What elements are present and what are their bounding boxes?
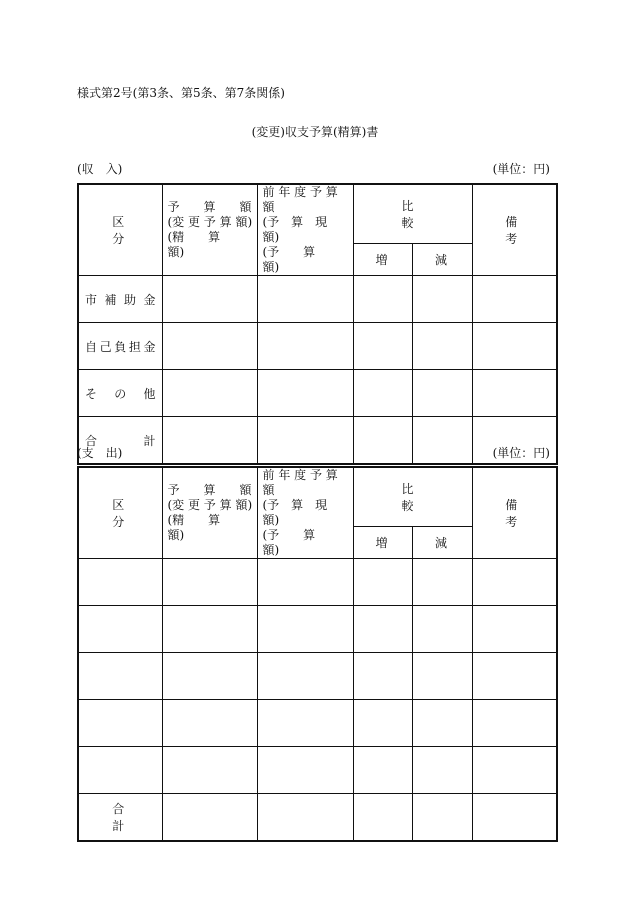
income-section-label: (収 入) — [77, 162, 123, 176]
expense-cell[interactable] — [257, 700, 353, 747]
expense-cell[interactable] — [412, 747, 472, 794]
header-prev-year: 前 年 度 予 算 額 (予 算 現 額) (予 算 額) — [257, 467, 353, 559]
expense-item-cell[interactable] — [78, 700, 162, 747]
income-cell[interactable] — [353, 370, 412, 417]
header-decrease: 減 — [412, 244, 472, 276]
expense-cell[interactable] — [472, 747, 557, 794]
expense-cell[interactable] — [412, 700, 472, 747]
income-cell[interactable] — [472, 276, 557, 323]
income-cell[interactable] — [162, 276, 257, 323]
expense-cell[interactable] — [162, 700, 257, 747]
expense-cell[interactable] — [472, 794, 557, 842]
expense-cell[interactable] — [162, 794, 257, 842]
expense-cell[interactable] — [353, 653, 412, 700]
expense-cell[interactable] — [472, 700, 557, 747]
income-cell[interactable] — [257, 276, 353, 323]
expense-cell[interactable] — [412, 559, 472, 606]
header-budget: 予 算 額 (変 更 予 算 額) (精 算 額) — [162, 184, 257, 276]
form-number: 様式第2号(第3条、第5条、第7条関係) — [77, 86, 285, 100]
expense-cell[interactable] — [353, 794, 412, 842]
expense-total-label: 合 計 — [78, 794, 162, 842]
income-cell[interactable] — [472, 370, 557, 417]
header-remarks: 備 考 — [472, 184, 557, 276]
income-cell[interactable] — [162, 370, 257, 417]
income-cell[interactable] — [412, 276, 472, 323]
expense-item-cell[interactable] — [78, 559, 162, 606]
income-row-label: 自己負担金 — [78, 323, 162, 370]
income-cell[interactable] — [162, 417, 257, 465]
expense-cell[interactable] — [162, 653, 257, 700]
income-cell[interactable] — [412, 323, 472, 370]
expense-cell[interactable] — [472, 606, 557, 653]
expense-unit-label: (単位：円) — [492, 446, 550, 460]
header-remarks: 備 考 — [472, 467, 557, 559]
expense-cell[interactable] — [472, 559, 557, 606]
expense-item-cell[interactable] — [78, 606, 162, 653]
header-category: 区 分 — [78, 467, 162, 559]
expense-item-cell[interactable] — [78, 747, 162, 794]
header-decrease: 減 — [412, 527, 472, 559]
income-row-label: その他 — [78, 370, 162, 417]
header-prev-year: 前 年 度 予 算 額 (予 算 現 額) (予 算 額) — [257, 184, 353, 276]
expense-cell[interactable] — [353, 747, 412, 794]
header-increase: 増 — [353, 244, 412, 276]
expense-cell[interactable] — [162, 747, 257, 794]
income-cell[interactable] — [353, 417, 412, 465]
header-increase: 増 — [353, 527, 412, 559]
expense-cell[interactable] — [412, 653, 472, 700]
header-comparison: 比 較 — [353, 467, 472, 527]
income-cell[interactable] — [162, 323, 257, 370]
expense-cell[interactable] — [162, 606, 257, 653]
income-total-label: 合計 — [78, 417, 162, 465]
income-cell[interactable] — [257, 323, 353, 370]
expense-table — [77, 466, 578, 842]
header-category: 区 分 — [78, 184, 162, 276]
expense-cell[interactable] — [472, 653, 557, 700]
expense-cell[interactable] — [412, 606, 472, 653]
expense-cell[interactable] — [162, 559, 257, 606]
expense-cell[interactable] — [257, 653, 353, 700]
expense-cell[interactable] — [353, 606, 412, 653]
income-cell[interactable] — [353, 276, 412, 323]
expense-cell[interactable] — [353, 559, 412, 606]
income-cell[interactable] — [353, 323, 412, 370]
income-cell[interactable] — [412, 417, 472, 465]
income-cell[interactable] — [257, 417, 353, 465]
expense-cell[interactable] — [257, 606, 353, 653]
expense-cell[interactable] — [257, 747, 353, 794]
expense-item-cell[interactable] — [78, 653, 162, 700]
income-cell[interactable] — [412, 370, 472, 417]
income-unit-label: (単位：円) — [492, 162, 550, 176]
income-table — [77, 183, 578, 465]
expense-cell[interactable] — [412, 794, 472, 842]
header-budget: 予 算 額 (変 更 予 算 額) (精 算 額) — [162, 467, 257, 559]
expense-section-label: (支 出) — [77, 446, 123, 460]
expense-cell[interactable] — [353, 700, 412, 747]
document-title: (変更)収支予算(精算)書 — [251, 125, 379, 139]
income-cell[interactable] — [257, 370, 353, 417]
income-row-label: 市補助金 — [78, 276, 162, 323]
expense-cell[interactable] — [257, 794, 353, 842]
expense-cell[interactable] — [257, 559, 353, 606]
header-comparison: 比 較 — [353, 184, 472, 244]
income-cell[interactable] — [472, 323, 557, 370]
